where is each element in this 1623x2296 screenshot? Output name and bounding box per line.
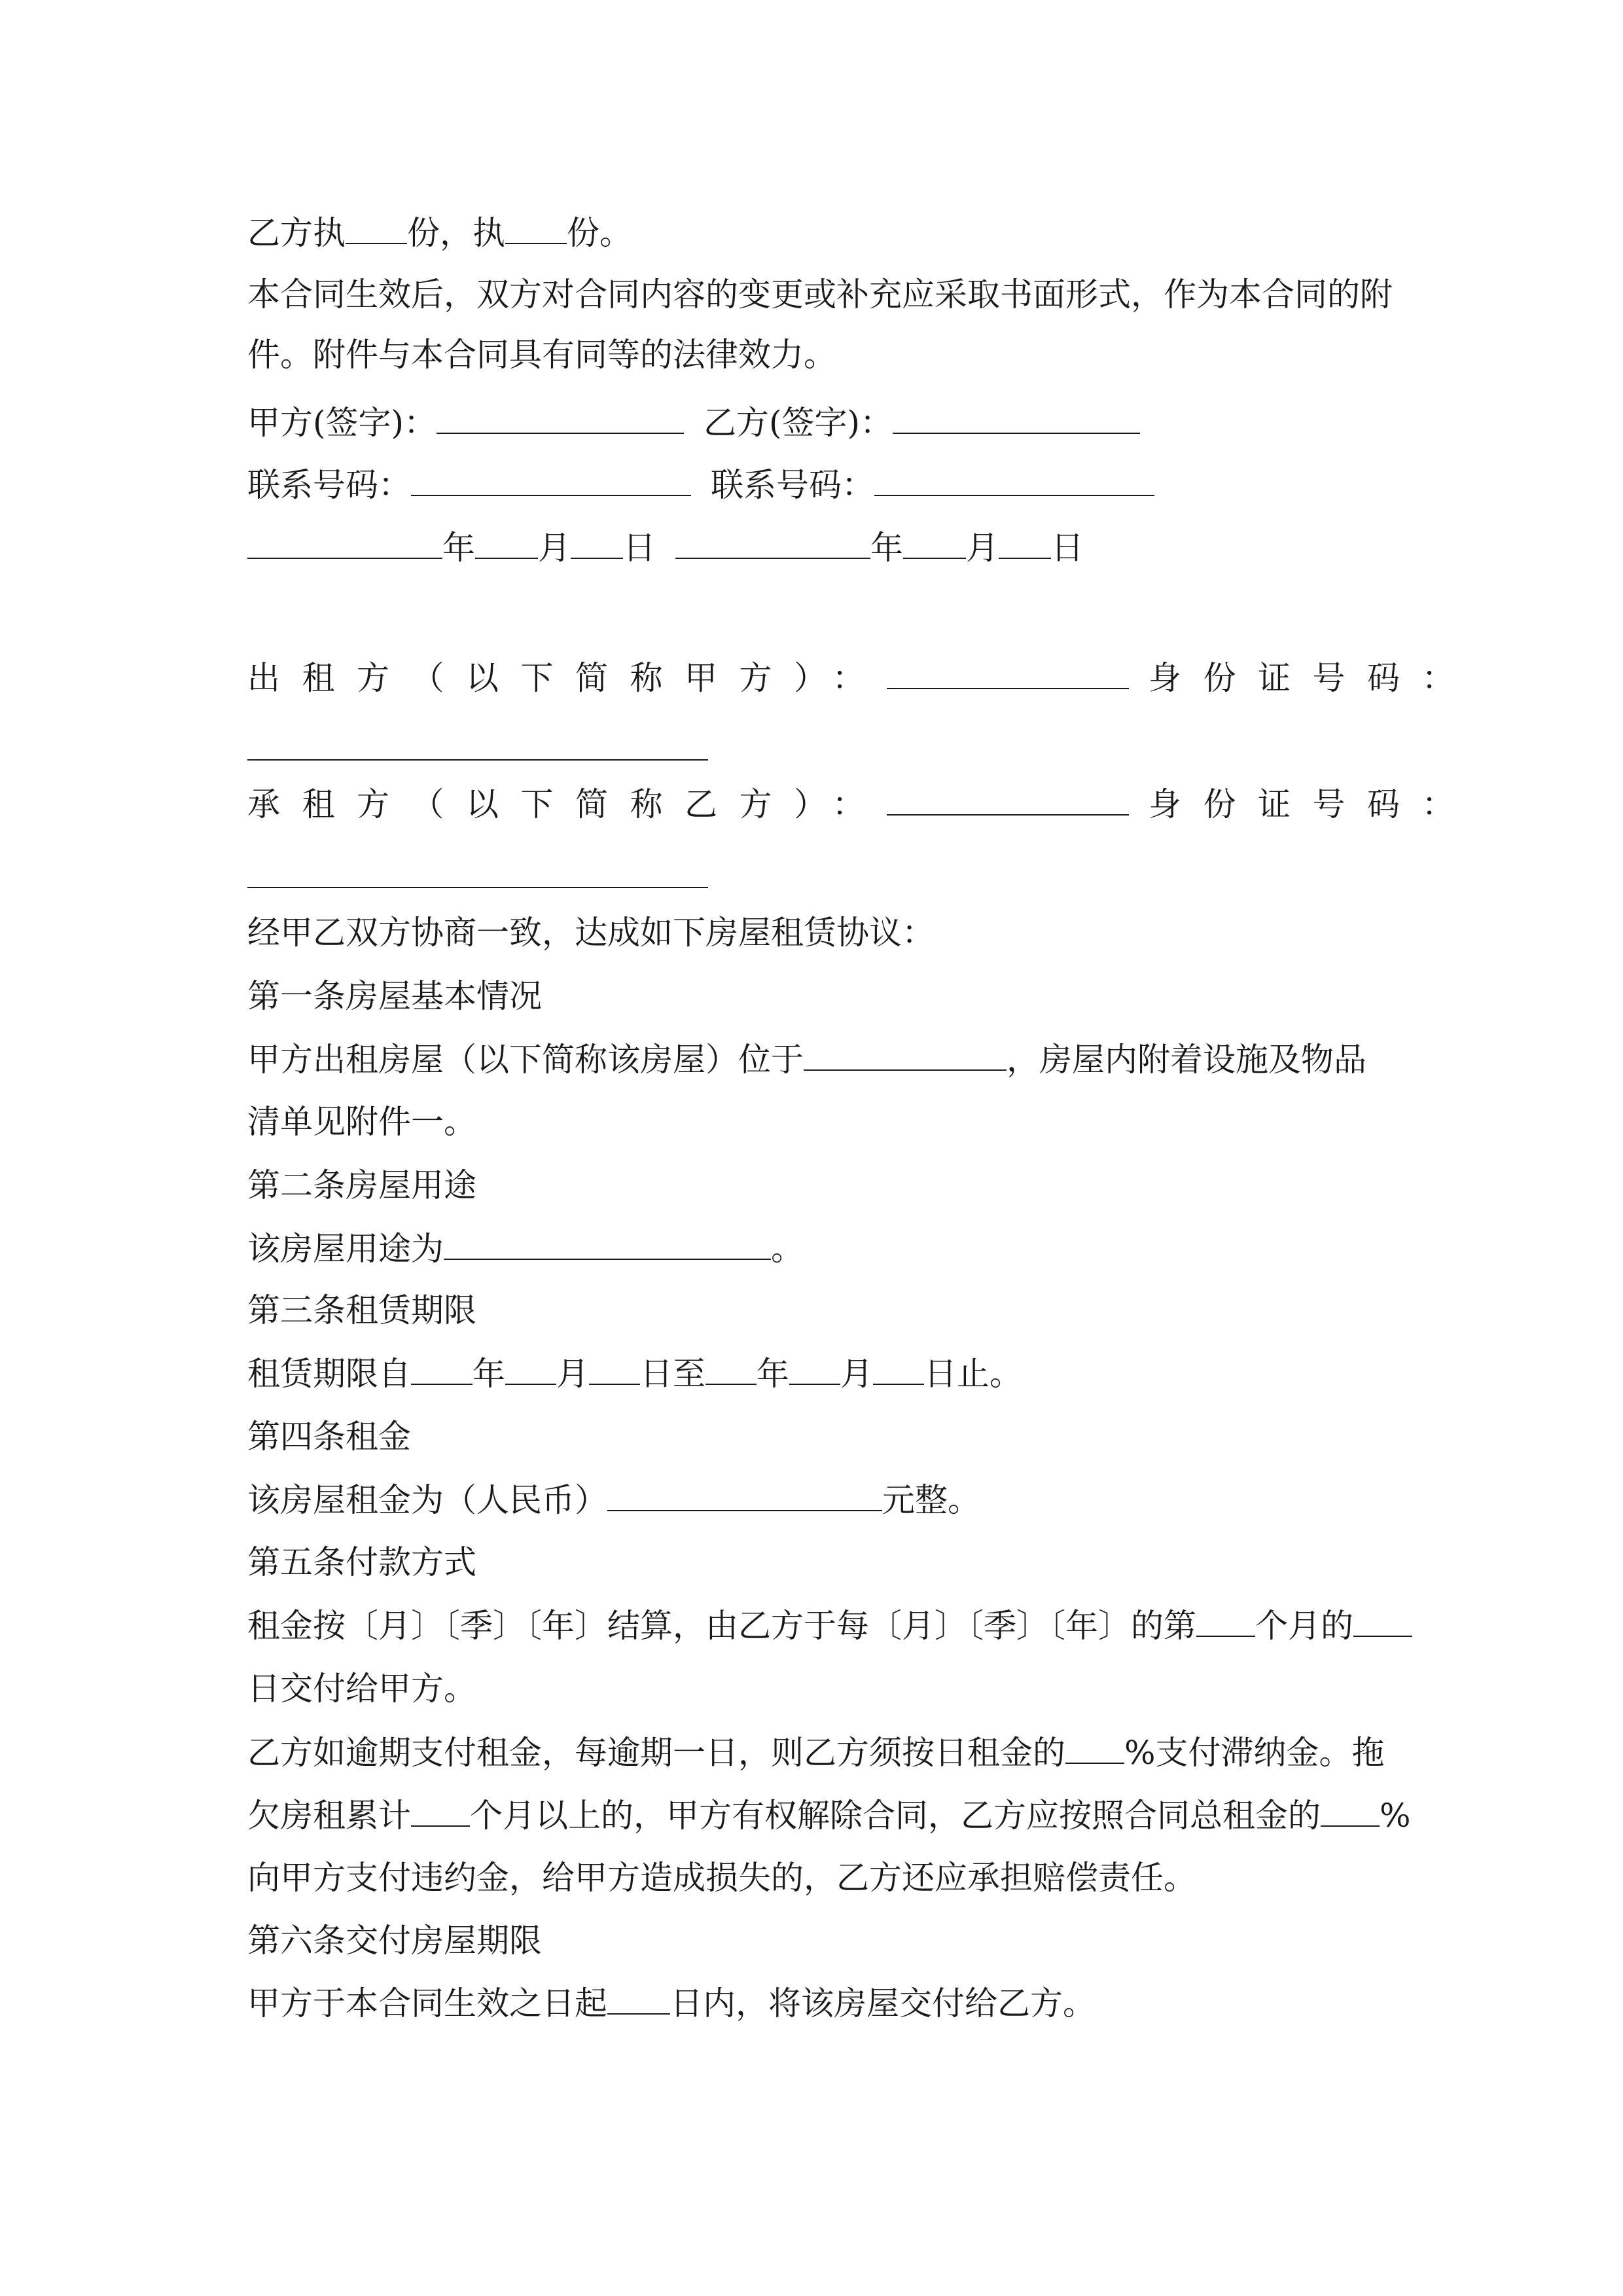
termination-clause-cont: 向甲方支付违约金，给甲方造成损失的，乙方还应承担赔偿责任。 — [247, 1859, 1196, 1897]
arrears-months-blank[interactable] — [411, 1795, 470, 1827]
start-day-blank[interactable] — [589, 1354, 640, 1385]
end-year-blank[interactable] — [705, 1354, 757, 1385]
end-day-blank[interactable] — [873, 1354, 924, 1385]
lessor-line: 出租方（以下简称甲方）： 身份证号码： — [247, 659, 1476, 697]
party-b-signature-field[interactable] — [893, 403, 1140, 434]
date-b-day-blank[interactable] — [999, 528, 1051, 559]
lessor-name-field[interactable] — [887, 658, 1129, 689]
date-line: 年 月 日 年 月 日 — [247, 528, 1084, 567]
article-2-heading: 第二条房屋用途 — [247, 1166, 476, 1204]
article-5-payment: 租金按〔月〕〔季〕〔年〕结算，由乙方于每〔月〕〔季〕〔年〕的第 个月的 — [247, 1605, 1412, 1645]
date-a-month-blank[interactable] — [475, 528, 538, 559]
payment-day-blank[interactable] — [1353, 1605, 1412, 1637]
amendment-clause: 本合同生效后，双方对合同内容的变更或补充应采取书面形式，作为本合同的附 — [247, 276, 1393, 314]
lessor-id-field[interactable] — [247, 759, 708, 761]
copies-blank-1[interactable] — [346, 213, 407, 244]
article-1-location: 甲方出租房屋（以下简称该房屋）位于 ，房屋内附着设施及物品 — [247, 1041, 1366, 1079]
date-a-day-blank[interactable] — [571, 528, 623, 559]
article-4-heading: 第四条租金 — [247, 1418, 411, 1456]
rent-amount-field[interactable] — [607, 1480, 882, 1511]
article-2-use: 该房屋用途为 。 — [247, 1230, 804, 1268]
article-1-heading: 第一条房屋基本情况 — [247, 977, 542, 1015]
lessee-id-field[interactable] — [247, 887, 708, 888]
late-fee-percent-blank[interactable] — [1065, 1732, 1124, 1764]
article-5-heading: 第五条付款方式 — [247, 1543, 476, 1581]
copies-line: 乙方执 份，执 份。 — [247, 214, 632, 252]
party-a-phone-field[interactable] — [411, 465, 691, 496]
phone-line: 联系号码： 联系号码： — [247, 465, 1154, 505]
article-1-cont: 清单见附件一。 — [247, 1103, 476, 1141]
party-b-phone-field[interactable] — [874, 465, 1154, 496]
start-month-blank[interactable] — [505, 1354, 556, 1385]
signature-line: 甲方(签字)： 乙方(签字)： — [247, 403, 1140, 442]
date-b-month-blank[interactable] — [903, 528, 966, 559]
lessee-name-field[interactable] — [887, 784, 1129, 816]
termination-clause: 欠房租累计 个月以上的，甲方有权解除合同，乙方应按照合同总租金的 % — [247, 1797, 1411, 1835]
article-3-term: 租赁期限自 年 月 日至 年 月 日止。 — [247, 1355, 1022, 1393]
lessee-line: 承租方（以下简称乙方）： 身份证号码： — [247, 785, 1476, 823]
party-a-signature-field[interactable] — [437, 403, 684, 434]
article-5-payment-cont: 日交付给甲方。 — [247, 1670, 476, 1708]
agreement-intro: 经甲乙双方协商一致，达成如下房屋租赁协议： — [247, 914, 935, 952]
penalty-percent-blank[interactable] — [1321, 1795, 1380, 1827]
payment-month-blank[interactable] — [1196, 1605, 1255, 1637]
amendment-clause-cont: 件。附件与本合同具有同等的法律效力。 — [247, 336, 836, 374]
property-use-field[interactable] — [444, 1229, 771, 1260]
end-month-blank[interactable] — [789, 1354, 840, 1385]
article-6-delivery: 甲方于本合同生效之日起 日内，将该房屋交付给乙方。 — [247, 1984, 1096, 2022]
date-b-year-blank[interactable] — [675, 528, 870, 559]
date-a-year-blank[interactable] — [247, 528, 442, 559]
late-fee-clause: 乙方如逾期支付租金，每逾期一日，则乙方须按日租金的 %支付滞纳金。拖 — [247, 1734, 1385, 1772]
property-location-field[interactable] — [804, 1039, 1007, 1071]
article-6-heading: 第六条交付房屋期限 — [247, 1922, 542, 1960]
copies-blank-2[interactable] — [505, 213, 567, 244]
article-4-rent: 该房屋租金为（人民币） 元整。 — [247, 1481, 980, 1519]
article-3-heading: 第三条租赁期限 — [247, 1291, 476, 1329]
start-year-blank[interactable] — [411, 1354, 473, 1385]
delivery-days-blank[interactable] — [607, 1983, 670, 2015]
